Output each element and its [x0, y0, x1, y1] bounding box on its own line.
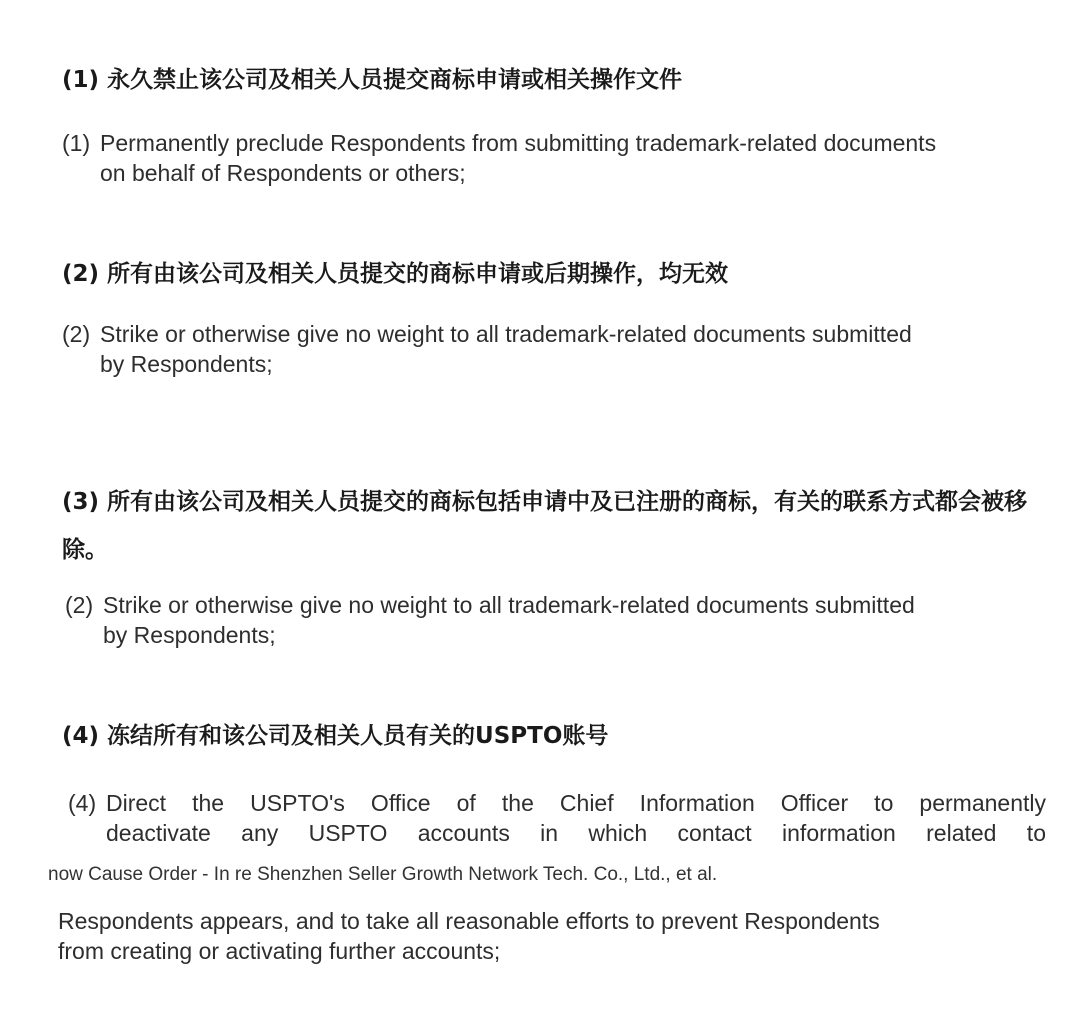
paragraph-en-3: [65, 590, 915, 650]
line-2: on behalf of Respondents or others;: [100, 160, 466, 186]
heading-zh-2: (2) 所有由该公司及相关人员提交的商标申请或后期操作，均无效: [62, 261, 729, 287]
line-2: deactivate any USPTO accounts in which contact information related to: [106, 820, 1046, 846]
item-number: (2): [65, 592, 94, 618]
line-1: Respondents appears, and to take all reasonable efforts to prevent Respondents: [58, 908, 880, 934]
line-2: by Respondents;: [100, 351, 273, 377]
paragraph-continuation: [58, 906, 880, 966]
line-2: by Respondents;: [103, 622, 276, 648]
item-number: (2): [62, 321, 91, 347]
paragraph-en-2: [62, 319, 912, 379]
item-number: (4): [68, 790, 97, 816]
page-footer: now Cause Order - In re Shenzhen Seller Growth Network Tech. Co., Ltd., et al.: [48, 864, 718, 885]
item-number: (1): [62, 130, 91, 156]
heading-zh-4: (4) 冻结所有和该公司及相关人员有关的USPTO账号: [62, 723, 609, 749]
heading-zh-1: (1) 永久禁止该公司及相关人员提交商标申请或相关操作文件: [62, 67, 683, 93]
line-1: Direct the USPTO's Office of the Chief Information Officer to permanently: [106, 790, 1046, 816]
line-1: Strike or otherwise give no weight to all trademark-related documents submitted: [103, 592, 915, 618]
line-2: from creating or activating further accounts;: [58, 938, 501, 964]
heading-zh-3: (3) 所有由该公司及相关人员提交的商标包括申请中及已注册的商标，有关的联系方式都会被移除。: [62, 489, 1028, 563]
line-1: Permanently preclude Respondents from submitting trademark-related documents: [100, 130, 937, 156]
line-1: Strike or otherwise give no weight to all trademark-related documents submitted: [100, 321, 912, 347]
paragraph-en-4: [68, 788, 1046, 848]
paragraph-en-1: [62, 128, 936, 188]
